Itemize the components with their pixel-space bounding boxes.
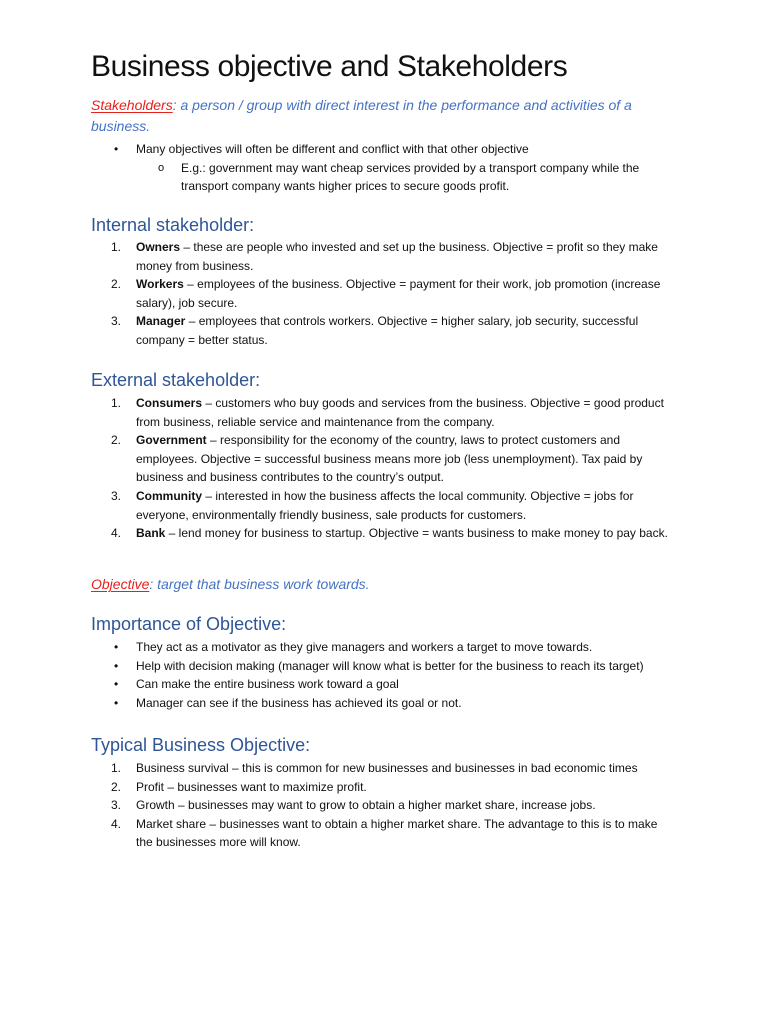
list-item-text: Growth – businesses may want to grow to obtain a higher market share, increase jobs. <box>136 798 596 813</box>
list-number: 1. <box>111 240 122 254</box>
list-item-text: – customers who buy goods and services from the business. Objective = good product from business, reliable service and maintenance from the company. <box>136 396 664 429</box>
list-item <box>0 487 676 524</box>
importance-heading: Importance of Objective: <box>91 614 287 634</box>
typical-objective-heading: Typical Business Objective: <box>91 735 311 755</box>
list-number: 4. <box>111 816 122 831</box>
list-item-term: Government <box>136 433 207 448</box>
list-item <box>0 524 676 543</box>
external-stakeholder-list <box>0 394 676 543</box>
list-item-text: – interested in how the business affects the local community. Objective = jobs for everyone, environmentally friendly business, sale products for customers. <box>136 488 634 522</box>
list-item-term: Consumers <box>136 396 203 410</box>
list-item-text: – employees that controls workers. Objective = higher salary, job security, successful company = better status. <box>136 314 639 347</box>
list-item <box>0 275 676 312</box>
list-item <box>0 394 676 431</box>
list-item-term: Workers <box>136 277 184 292</box>
list-item-text: Business survival – this is common for new businesses and businesses in bad economic times <box>136 761 638 775</box>
list-item-text: – lend money for business to startup. Objective = wants business to make money to pay back. <box>165 526 668 541</box>
list-item-text: – employees of the business. Objective = payment for their work, job promotion (increase salary), job secure. <box>136 277 661 310</box>
list-item <box>0 778 676 797</box>
stakeholders-definition <box>91 95 691 137</box>
list-number: 1. <box>111 761 122 775</box>
list-item <box>0 796 676 815</box>
list-item <box>0 759 676 778</box>
bullet-icon: • <box>114 677 119 692</box>
list-item <box>0 431 676 487</box>
list-item-text: Manager can see if the business has achieved its goal or not. <box>136 695 462 710</box>
objective-definition-text: : target that business work towards. <box>149 576 370 592</box>
circle-bullet-icon: o <box>158 161 165 174</box>
list-item <box>0 675 676 694</box>
objective-term: Objective <box>91 576 150 592</box>
stakeholders-term: Stakeholders <box>91 97 173 113</box>
typical-objective-list <box>0 759 676 852</box>
page-title: Business objective and Stakeholders <box>91 50 568 83</box>
bullet-icon: • <box>114 658 119 673</box>
list-item-text: Many objectives will often be different and conflict with that other objective <box>136 142 529 156</box>
list-item <box>0 312 676 349</box>
list-number: 2. <box>111 433 122 448</box>
list-item-text: Help with decision making (manager will know what is better for the business to reach its target) <box>136 658 644 673</box>
list-number: 4. <box>111 526 122 541</box>
list-item-term: Community <box>136 488 202 503</box>
list-item-term: Manager <box>136 314 186 329</box>
importance-list <box>0 638 676 712</box>
sub-list-item-text: E.g.: government may want cheap services provided by a transport company while the transport company wants higher prices to secure goods profit. <box>181 160 640 194</box>
list-item-text: Market share – businesses want to obtain a higher market share. The advantage to this is to make the businesses more will know. <box>136 816 658 850</box>
bullet-icon: • <box>114 695 119 710</box>
list-item <box>0 238 676 275</box>
list-item-text: They act as a motivator as they give managers and workers a target to move towards. <box>136 640 593 654</box>
list-number: 1. <box>111 396 122 410</box>
list-number: 3. <box>111 488 122 503</box>
list-item <box>0 815 676 852</box>
list-number: 3. <box>111 798 122 813</box>
internal-stakeholder-heading: Internal stakeholder: <box>91 215 255 235</box>
list-item-text: – these are people who invested and set up the business. Objective = profit so they make money from business. <box>136 240 658 273</box>
stakeholders-definition-text: : a person / group with direct interest in the performance and activities of a business. <box>91 97 632 134</box>
list-item <box>0 657 676 676</box>
list-item-text: – responsibility for the economy of the country, laws to protect customers and employees. Objective = successful business means more job (less unemployment). Tax paid by business and business contributes to the country’s output. <box>136 433 643 485</box>
list-number: 2. <box>111 779 122 794</box>
bullet-icon: • <box>114 640 119 654</box>
bullet-icon: • <box>114 142 119 156</box>
list-item-text: Can make the entire business work toward a goal <box>136 677 399 692</box>
external-stakeholder-heading: External stakeholder: <box>91 370 261 390</box>
list-item-term: Bank <box>136 526 166 541</box>
list-item <box>0 140 676 196</box>
list-number: 3. <box>111 314 122 329</box>
intro-sub-list <box>136 159 676 196</box>
list-item-text: Profit – businesses want to maximize profit. <box>136 779 367 794</box>
objective-definition <box>91 574 691 595</box>
internal-stakeholder-list <box>0 238 676 350</box>
list-item-term: Owners <box>136 240 181 254</box>
sub-list-item <box>136 159 681 196</box>
list-item <box>0 694 676 713</box>
list-number: 2. <box>111 277 122 292</box>
intro-bullet-list <box>0 140 676 196</box>
list-item <box>0 638 676 657</box>
